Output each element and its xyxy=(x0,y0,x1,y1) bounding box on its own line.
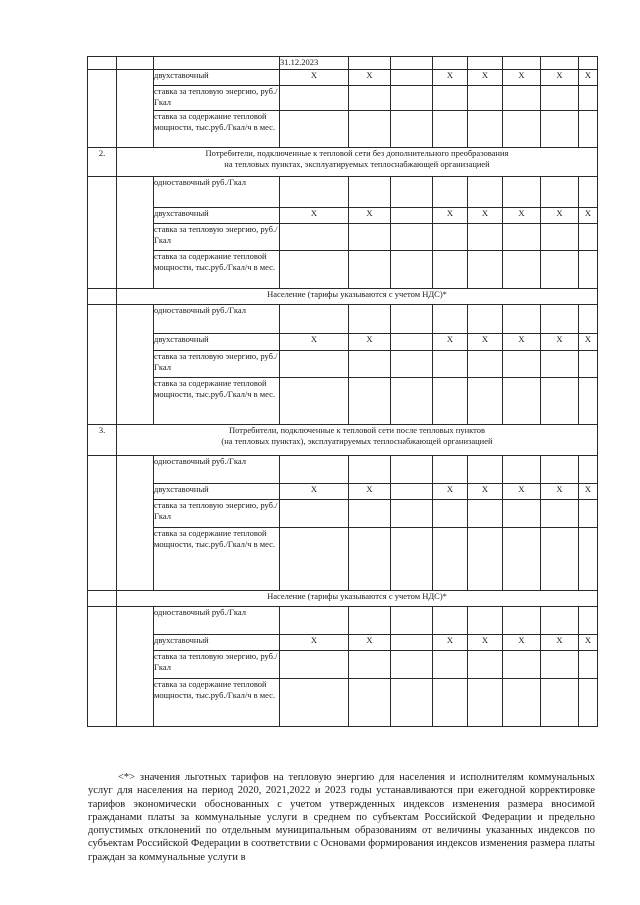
section-header-row xyxy=(88,425,598,456)
x-mark: X xyxy=(280,484,349,500)
row-label: одноставочный руб./Гкал xyxy=(154,456,280,484)
section-number: 2. xyxy=(88,148,117,177)
x-mark: X xyxy=(503,484,541,500)
table-row xyxy=(88,177,598,208)
row-label: двухставочный xyxy=(154,70,280,86)
population-header-row xyxy=(88,591,598,607)
cell-empty xyxy=(88,57,117,70)
x-mark: X xyxy=(433,208,468,224)
x-mark: X xyxy=(433,484,468,500)
row-label: двухставочный xyxy=(154,484,280,500)
table-row xyxy=(88,70,598,86)
row-label: ставка за тепловую энергию, руб./Гкал xyxy=(154,651,280,679)
row-label: двухставочный xyxy=(154,208,280,224)
x-mark: X xyxy=(349,208,391,224)
x-mark: X xyxy=(503,208,541,224)
table-row xyxy=(88,456,598,484)
row-label: ставка за тепловую энергию, руб./Гкал xyxy=(154,500,280,528)
table-row xyxy=(88,679,598,727)
row-label: ставка за содержание тепловой мощности, тыс.руб./Гкал/ч в мес. xyxy=(154,251,280,289)
section-header-row xyxy=(88,148,598,177)
table-row xyxy=(88,111,598,148)
x-mark: X xyxy=(579,70,598,86)
table-row xyxy=(88,57,598,70)
row-label: ставка за содержание тепловой мощности, тыс.руб./Гкал/ч в мес. xyxy=(154,111,280,148)
section-number: 3. xyxy=(88,425,117,456)
population-header-row xyxy=(88,289,598,305)
section-title-line: (на тепловых пунктах), эксплуатируемых теплоснабжающей организацией xyxy=(221,435,493,446)
x-mark: X xyxy=(541,208,579,224)
row-label: ставка за тепловую энергию, руб./Гкал xyxy=(154,86,280,111)
x-mark: X xyxy=(503,70,541,86)
section-title xyxy=(117,148,598,177)
table-row xyxy=(88,635,598,651)
table-row xyxy=(88,224,598,251)
row-label: ставка за содержание тепловой мощности, тыс.руб./Гкал/ч в мес. xyxy=(154,378,280,425)
table-row xyxy=(88,651,598,679)
cell-empty xyxy=(154,57,280,70)
row-label: ставка за содержание тепловой мощности, тыс.руб./Гкал/ч в мес. xyxy=(154,679,280,727)
table-row xyxy=(88,86,598,111)
x-mark: X xyxy=(579,484,598,500)
date-cell: 31.12.2023 xyxy=(280,57,349,70)
x-mark: X xyxy=(280,635,349,651)
table-row xyxy=(88,305,598,334)
table-row xyxy=(88,528,598,591)
section-title-line: Потребители, подключенные к тепловой сети без дополнительного преобразования xyxy=(205,148,509,158)
table-row xyxy=(88,251,598,289)
footnote xyxy=(88,771,595,864)
table-row xyxy=(88,208,598,224)
section-title-line: на тепловых пунктах, эксплуатируемых теплоснабжающей организацией xyxy=(224,158,490,169)
x-mark: X xyxy=(468,484,503,500)
x-mark: X xyxy=(349,334,391,351)
x-mark: X xyxy=(579,635,598,651)
x-mark: X xyxy=(349,70,391,86)
x-mark: X xyxy=(468,334,503,351)
population-title: Население (тарифы указываются с учетом НДС)* xyxy=(117,289,598,305)
table-row xyxy=(88,334,598,351)
row-label: двухставочный xyxy=(154,334,280,351)
population-title: Население (тарифы указываются с учетом НДС)* xyxy=(117,591,598,607)
row-label: ставка за содержание тепловой мощности, тыс.руб./Гкал/ч в мес. xyxy=(154,528,280,591)
row-label: одноставочный руб./Гкал xyxy=(154,177,280,208)
table-row xyxy=(88,607,598,635)
x-mark: X xyxy=(468,208,503,224)
row-label: одноставочный руб./Гкал xyxy=(154,305,280,334)
tariff-table xyxy=(87,56,598,727)
x-mark: X xyxy=(541,635,579,651)
table-row xyxy=(88,351,598,378)
x-mark: X xyxy=(468,635,503,651)
row-label: ставка за тепловую энергию, руб./Гкал xyxy=(154,351,280,378)
table-row xyxy=(88,378,598,425)
x-mark: X xyxy=(280,334,349,351)
section-title-line: Потребители, подключенные к тепловой сети после тепловых пунктов xyxy=(228,425,486,435)
table-row xyxy=(88,484,598,500)
footnote-text: <*> значения льготных тарифов на тепловую энергию для населения и исполнителям коммунальных услуг для населения на период 2020, 2021,2022 и 2023 годы устанавливаются при ежегодной корректировке тарифов экономически обоснованных с учетом утвержденных индексов изменения размера вносимой гражданами платы за коммунальные услуги в среднем по субъектам Российской Федерации и предельно допустимых отклонений по отдельным муниципальным образованиям от величины указанных индексов по субъектам Российской Федерации в соответствии с Основами формирования индексов изменения размера платы граждан за коммунальные услуги в xyxy=(88,772,595,863)
x-mark: X xyxy=(541,334,579,351)
x-mark: X xyxy=(541,484,579,500)
x-mark: X xyxy=(280,208,349,224)
x-mark: X xyxy=(433,334,468,351)
x-mark: X xyxy=(280,70,349,86)
x-mark: X xyxy=(503,635,541,651)
x-mark: X xyxy=(503,334,541,351)
cell-empty xyxy=(117,57,154,70)
x-mark: X xyxy=(541,70,579,86)
row-label: двухставочный xyxy=(154,635,280,651)
row-label: ставка за тепловую энергию, руб./Гкал xyxy=(154,224,280,251)
table-row xyxy=(88,500,598,528)
x-mark: X xyxy=(349,484,391,500)
x-mark: X xyxy=(349,635,391,651)
x-mark: X xyxy=(433,70,468,86)
x-mark: X xyxy=(433,635,468,651)
x-mark: X xyxy=(579,208,598,224)
section-title xyxy=(117,425,598,456)
x-mark: X xyxy=(468,70,503,86)
row-label: одноставочный руб./Гкал xyxy=(154,607,280,635)
x-mark: X xyxy=(579,334,598,351)
